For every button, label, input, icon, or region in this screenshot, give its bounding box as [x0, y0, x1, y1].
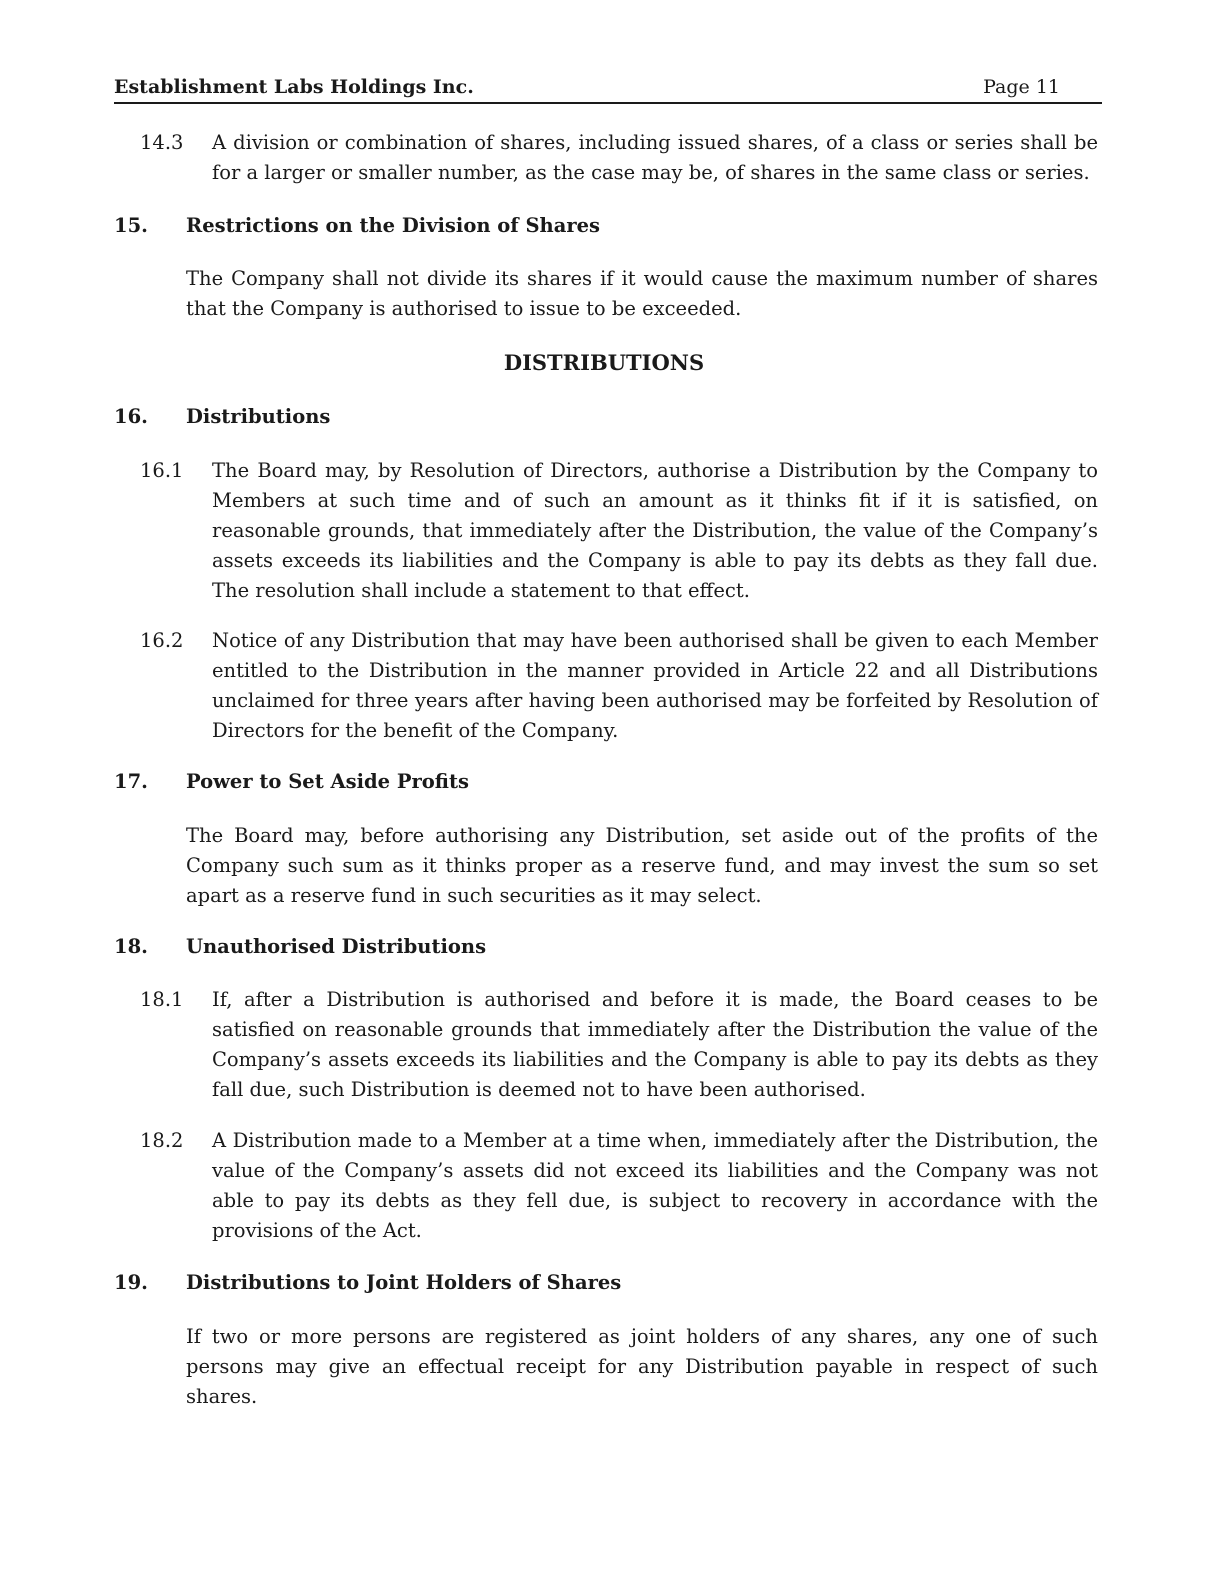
- part-heading: DISTRIBUTIONS: [503, 350, 705, 375]
- section-text: If two or more persons are registered as joint holders of any shares, any one of such persons may give an effectual receipt for any Distribution payable in respect of such shares.: [186, 1325, 1098, 1408]
- clause-number: 18.1: [140, 988, 184, 1011]
- clause-text: Notice of any Distribution that may have been authorised shall be given to each Member entitled to the Distribution in the manner provided in Article 22 and all Distributions unclaimed for three years after having been authorised may be forfeited by Resolution of Directors for the benefit of the Company.: [212, 629, 1098, 742]
- clause-text: A Distribution made to a Member at a time when, immediately after the Distribution, the value of the Company’s assets did not exceed its liabilities and the Company was not able to pay its debts as they fell due, is subject to recovery in accordance with the provisions of the Act.: [212, 1129, 1098, 1242]
- section-number: 16.: [114, 405, 148, 428]
- clause-text: The Board may, by Resolution of Directors, authorise a Distribution by the Company to Members at such time and of such an amount as it thinks fit if it is satisfied, on reasonable grounds, that immediately after the Distribution, the value of the Company’s assets exceeds its liabilities and the Company is able to pay its debts as they fall due. The resolution shall include a statement to that effect.: [212, 459, 1098, 602]
- section-number: 18.: [114, 935, 148, 958]
- section-title: Distributions: [186, 405, 331, 428]
- clause-text: A division or combination of shares, including issued shares, of a class or series shall be for a larger or smaller number, as the case may be, of shares in the same class or series.: [212, 131, 1098, 184]
- section-title: Distributions to Joint Holders of Shares: [186, 1271, 622, 1294]
- section-number: 19.: [114, 1271, 148, 1294]
- header-title: Establishment Labs Holdings Inc.: [114, 76, 474, 98]
- clause-text: If, after a Distribution is authorised and before it is made, the Board ceases to be satisfied on reasonable grounds that immediately after the Distribution the value of the Company’s assets exceeds its liabilities and the Company is able to pay its debts as they fall due, such Distribution is deemed not to have been authorised.: [212, 988, 1098, 1101]
- section-title: Power to Set Aside Profits: [186, 770, 469, 793]
- section-text: The Company shall not divide its shares if it would cause the maximum number of shares that the Company is authorised to issue to be exceeded.: [186, 267, 1098, 320]
- clause-number: 16.1: [140, 459, 184, 482]
- clause-number: 14.3: [140, 131, 184, 154]
- section-title: Restrictions on the Division of Shares: [186, 214, 601, 237]
- page-header: [114, 74, 1102, 104]
- clause-number: 18.2: [140, 1129, 184, 1152]
- section-number: 15.: [114, 214, 148, 237]
- page-number: Page 11: [983, 76, 1060, 98]
- section-text: The Board may, before authorising any Distribution, set aside out of the profits of the Company such sum as it thinks proper as a reserve fund, and may invest the sum so set apart as a reserve fund in such securities as it may select.: [186, 824, 1098, 907]
- section-title: Unauthorised Distributions: [186, 935, 487, 958]
- clause-number: 16.2: [140, 629, 184, 652]
- section-number: 17.: [114, 770, 148, 793]
